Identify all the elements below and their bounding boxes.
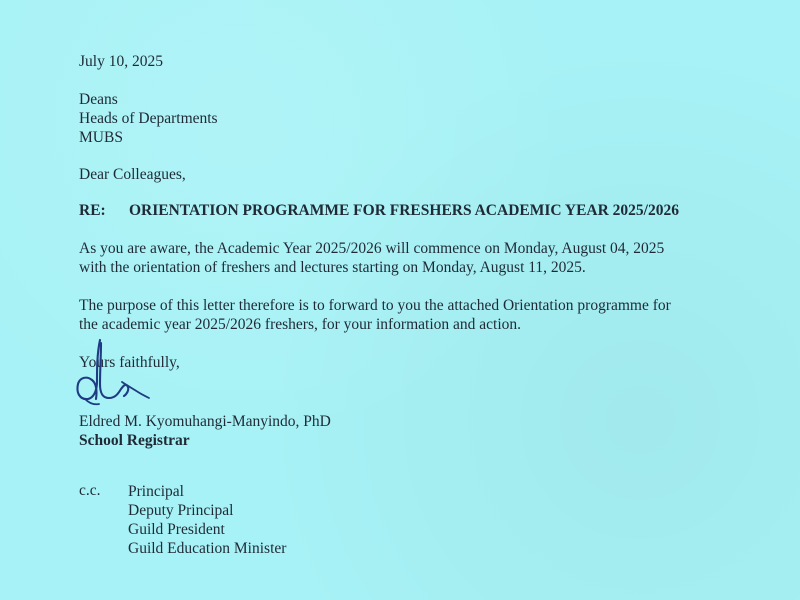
recipient-deans: Deans	[79, 91, 118, 108]
letter-date: July 10, 2025	[79, 53, 163, 70]
paragraph-1-line-2: with the orientation of freshers and lectures starting on Monday, August 11, 2025.	[79, 259, 586, 276]
paragraph-1-line-1: As you are aware, the Academic Year 2025/2026 will commence on Monday, August 04, 2025	[79, 240, 665, 257]
signatory-title: School Registrar	[79, 432, 190, 449]
signatory-name: Eldred M. Kyomuhangi-Manyindo, PhD	[79, 413, 331, 430]
cc-item-principal: Principal	[128, 483, 184, 500]
paragraph-2-line-2: the academic year 2025/2026 freshers, for your information and action.	[79, 316, 522, 333]
cc-item-deputy-principal: Deputy Principal	[128, 502, 234, 519]
salutation: Dear Colleagues,	[79, 166, 186, 183]
cc-item-guild-education-minister: Guild Education Minister	[128, 540, 287, 557]
subject-text: ORIENTATION PROGRAMME FOR FRESHERS ACADEMIC YEAR 2025/2026	[129, 202, 679, 219]
cc-list	[128, 482, 286, 558]
cc-item-guild-president: Guild President	[128, 521, 225, 538]
subject-label: RE:	[79, 202, 106, 219]
signature-icon	[66, 336, 166, 414]
closing: Yours faithfully,	[79, 354, 180, 371]
recipient-heads: Heads of Departments	[79, 110, 218, 127]
paragraph-2-line-1: The purpose of this letter therefore is to forward to you the attached Orientation programme for	[79, 297, 671, 314]
cc-label: c.c.	[79, 482, 101, 499]
recipient-mubs: MUBS	[79, 129, 123, 146]
